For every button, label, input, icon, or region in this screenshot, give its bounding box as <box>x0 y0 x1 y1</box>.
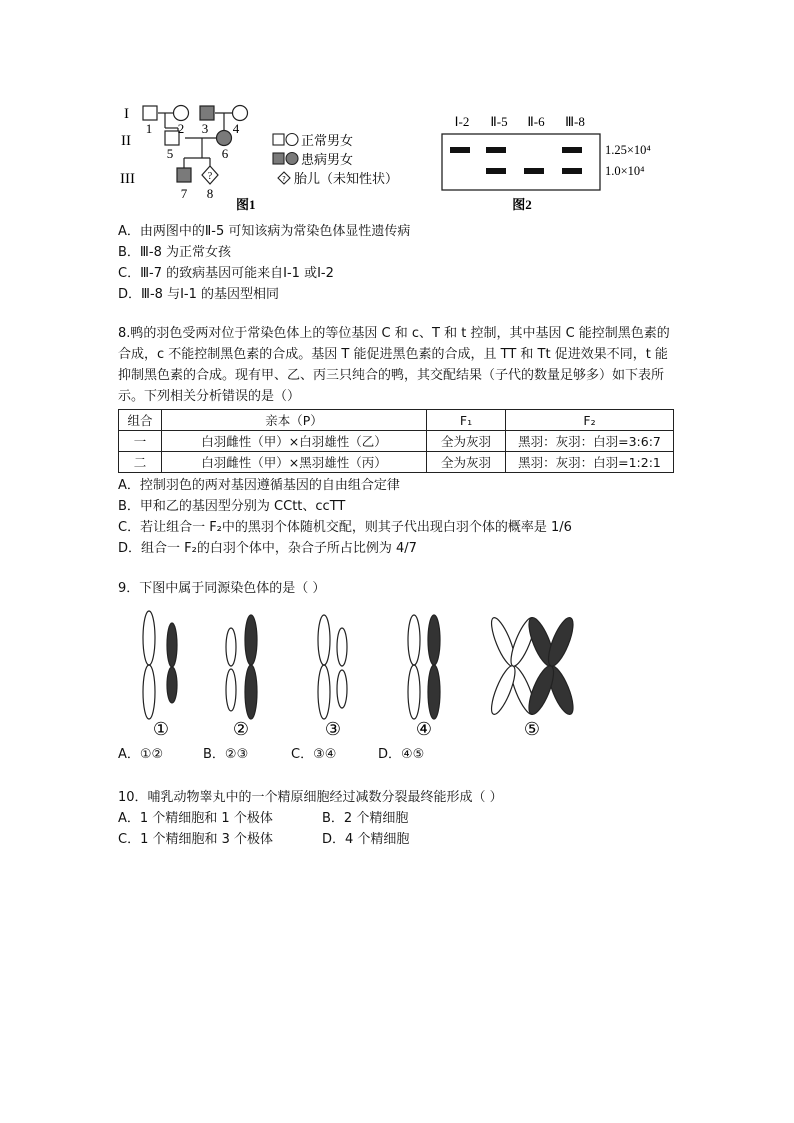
chromosome-pair-3 <box>318 615 347 719</box>
chromosome-pair-4 <box>408 615 440 719</box>
table-cell: 白羽雌性（甲）×白羽雄性（乙） <box>162 431 427 452</box>
legend-fetus-label: 胎儿（未知性状） <box>294 172 399 187</box>
generation-label-II: II <box>121 133 131 149</box>
table-header-cell: F₂ <box>506 410 674 431</box>
band-size-lower: 1.0×10⁴ <box>605 164 645 178</box>
table-cell: 全为灰羽 <box>427 431 506 452</box>
table-cell: 黑羽：灰羽：白羽=3:6:7 <box>506 431 674 452</box>
band-I-2-upper <box>450 147 470 153</box>
q10-option-a[interactable]: A．1 个精细胞和 1 个极体 <box>118 811 273 826</box>
generation-label-I: I <box>124 106 129 122</box>
lane-label-II-5: Ⅱ-5 <box>490 114 508 129</box>
table-row <box>119 431 674 452</box>
individual-number-4: 4 <box>232 121 240 136</box>
individual-I-3 <box>200 106 214 120</box>
figure1-caption: 图1 <box>236 197 256 212</box>
table-header-row <box>119 410 674 431</box>
band-III-8-upper <box>562 147 582 153</box>
table-cell: 二 <box>119 452 162 473</box>
table-header-cell: F₁ <box>427 410 506 431</box>
electrophoresis-figure <box>440 112 680 216</box>
q10-option-d[interactable]: D．4 个精细胞 <box>322 832 410 847</box>
table-header-cell: 亲本（P） <box>162 410 427 431</box>
q7-option-b[interactable]: B．Ⅲ-8 为正常女孩 <box>118 245 231 260</box>
legend-affected-label: 患病男女 <box>301 153 354 168</box>
q8-option-a[interactable]: A．控制羽色的两对基因遵循基因的自由组合定律 <box>118 478 400 493</box>
generation-label-III: III <box>120 171 135 187</box>
individual-I-2 <box>174 106 189 121</box>
individual-III-7 <box>177 168 191 182</box>
chromosome-label-1: ① <box>152 719 170 740</box>
legend-fetus-question-mark: ? <box>282 175 286 183</box>
q9-option-d[interactable]: D．④⑤ <box>378 747 425 762</box>
q9-stem: 9．下图中属于同源染色体的是（ ） <box>118 581 326 596</box>
individual-I-4 <box>233 106 248 121</box>
lane-label-I-2: Ⅰ-2 <box>454 114 470 129</box>
q10-option-c[interactable]: C．1 个精细胞和 3 个极体 <box>118 832 274 847</box>
table-header-cell: 组合 <box>119 410 162 431</box>
table-cell: 一 <box>119 431 162 452</box>
q10-option-b[interactable]: B．2 个精细胞 <box>322 811 409 826</box>
individual-II-6 <box>217 131 232 146</box>
table-cell: 白羽雌性（甲）×黑羽雄性（丙） <box>162 452 427 473</box>
q7-option-a[interactable]: A．由两图中的Ⅱ-5 可知该病为常染色体显性遗传病 <box>118 224 411 239</box>
legend-affected-female-symbol <box>286 153 298 165</box>
q8-option-d[interactable]: D．组合一 F₂的白羽个体中，杂合子所占比例为 4/7 <box>118 541 417 556</box>
q7-option-c[interactable]: C．Ⅲ-7 的致病基因可能来自Ⅰ-1 或Ⅰ-2 <box>118 266 334 281</box>
individual-I-1 <box>143 106 157 120</box>
chromosome-label-4: ④ <box>415 719 433 740</box>
fetus-question-mark: ? <box>207 171 213 182</box>
chromosome-label-3: ③ <box>324 719 342 740</box>
legend-affected-male-symbol <box>273 153 284 164</box>
individual-number-5: 5 <box>166 146 174 161</box>
table-row <box>119 452 674 473</box>
q8-cross-table <box>118 409 674 473</box>
individual-number-7: 7 <box>180 186 188 201</box>
lane-label-III-8: Ⅲ-8 <box>565 114 585 129</box>
table-cell: 全为灰羽 <box>427 452 506 473</box>
q8-stem: 8.鸭的羽色受两对位于常染色体上的等位基因 C 和 c、T 和 t 控制，其中基因 C 能控制黑色素的合成，c 不能控制黑色素的合成。基因 T 能促进黑色素的合成，且 TT 和 Tt 促进效果不同，t 能抑制黑色素的合成。现有甲、乙、丙三只纯合的鸭，其交配结果（子代的数量足够多）如下表所示。下列相关分析错误的是（） <box>118 326 670 404</box>
q10-stem: 10．哺乳动物睾丸中的一个精原细胞经过减数分裂最终能形成（ ） <box>118 790 503 805</box>
chromosome-figure <box>128 610 588 740</box>
lane-label-II-6: Ⅱ-6 <box>527 114 545 129</box>
q7-option-d[interactable]: D．Ⅲ-8 与Ⅰ-1 的基因型相同 <box>118 287 279 302</box>
individual-number-6: 6 <box>221 146 229 161</box>
q9-option-a[interactable]: A．①② <box>118 747 164 762</box>
q9-option-b[interactable]: B．②③ <box>203 747 249 762</box>
q8-option-c[interactable]: C．若让组合一 F₂中的黑羽个体随机交配，则其子代出现白羽个体的概率是 1/6 <box>118 520 572 535</box>
band-II-6-lower <box>524 168 544 174</box>
table-cell: 黑羽：灰羽：白羽=1:2:1 <box>506 452 674 473</box>
chromosome-pair-2 <box>226 615 257 719</box>
q9-option-c[interactable]: C．③④ <box>291 747 337 762</box>
chromosome-label-2: ② <box>232 719 250 740</box>
band-size-upper: 1.25×10⁴ <box>605 143 651 157</box>
individual-number-8: 8 <box>206 186 214 201</box>
band-II-5-upper <box>486 147 506 153</box>
chromosome-pair-1 <box>143 611 177 719</box>
legend-normal-label: 正常男女 <box>301 134 354 149</box>
individual-number-3: 3 <box>201 121 209 136</box>
individual-number-2: 2 <box>177 121 185 136</box>
figure2-caption: 图2 <box>512 197 532 212</box>
individual-number-1: 1 <box>145 121 153 136</box>
pedigree-figure <box>118 98 428 216</box>
band-III-8-lower <box>562 168 582 174</box>
legend-normal-female-symbol <box>286 134 298 146</box>
band-II-5-lower <box>486 168 506 174</box>
chromosome-pair-5 <box>487 615 578 717</box>
legend-normal-male-symbol <box>273 134 284 145</box>
gel-frame <box>442 134 600 190</box>
chromosome-label-5: ⑤ <box>523 719 541 740</box>
q8-option-b[interactable]: B．甲和乙的基因型分别为 CCtt、ccTT <box>118 499 346 514</box>
